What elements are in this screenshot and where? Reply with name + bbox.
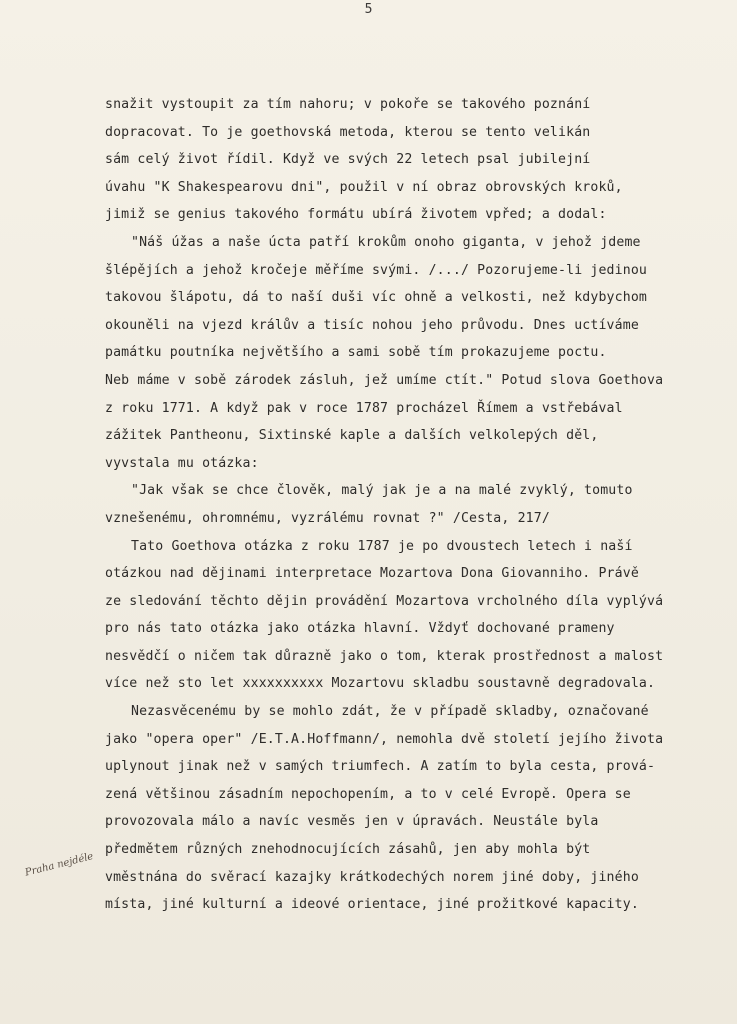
page-number: 5 (364, 2, 373, 17)
text-line: takovou šlápotu, dá to naší duši víc ohně a velkosti, než kdybychom (105, 290, 647, 306)
text-line: úvahu "K Shakespearovu dni", použil v ní obraz obrovských kroků, (105, 179, 623, 195)
text-line: sám celý život řídil. Když ve svých 22 letech psal jubilejní (105, 152, 591, 168)
text-line: Neb máme v sobě zárodek zásluh, jež umíme ctít." Potud slova Goethova (105, 372, 664, 388)
text-line: jimiž se genius takového formátu ubírá životem vpřed; a dodal: (105, 207, 607, 223)
text-line: ze sledování těchto dějin provádění Mozartova vrcholného díla vyplývá (105, 593, 664, 609)
text-line: provozovala málo a navíc vesměs jen v úpravách. Neustále byla (105, 814, 599, 830)
text-line: dopracovat. To je goethovská metoda, kterou se tento velikán (105, 124, 591, 140)
text-line: šlépějích a jehož kročeje měříme svými. /.../ Pozorujeme-li jedinou (105, 262, 647, 278)
text-line: snažit vystoupit za tím nahoru; v pokoře se takového poznání (105, 97, 591, 112)
text-line: předmětem různých znehodnocujících zásahů, jen aby mohla být (105, 842, 591, 858)
text-line: Nezasvěcenému by se mohlo zdát, že v případě skladby, označované (131, 704, 649, 720)
text-line: Tato Goethova otázka z roku 1787 je po dvoustech letech i naší (131, 538, 633, 554)
text-line: jako "opera oper" /E.T.A.Hoffmann/, nemohla dvě století jejího života (105, 731, 664, 747)
text-line: zená většinou zásadním nepochopením, a to v celé Evropě. Opera se (105, 786, 631, 802)
text-line: "Jak však se chce člověk, malý jak je a na malé zvyklý, tomuto (131, 483, 633, 499)
text-line: pro nás tato otázka jako otázka hlavní. Vždyť dochované prameny (105, 621, 615, 637)
text-line: "Náš úžas a naše úcta patří krokům onoho giganta, v jehož jdeme (131, 234, 641, 250)
text-line: památku poutníka největšího a sami sobě tím prokazujeme poctu. (105, 345, 607, 361)
text-line: uplynout jinak než v samých triumfech. A zatím to byla cesta, prová- (105, 759, 656, 775)
text-line: nesvědčí o ničem tak důrazně jako o tom, kterak prostřednost a malost (105, 648, 664, 664)
typewritten-text (105, 91, 725, 919)
handwritten-margin-note: Praha nejdéle (24, 851, 95, 879)
text-line: otázkou nad dějinami interpretace Mozartova Dona Giovanniho. Právě (105, 566, 639, 582)
text-line: vyvstala mu otázka: (105, 455, 259, 471)
text-line: okouněli na vjezd králův a tisíc nohou jeho průvodu. Dnes uctíváme (105, 317, 639, 333)
text-line: vznešenému, ohromnému, vyzrálému rovnat ?" /Cesta, 217/ (105, 510, 550, 526)
text-line: vměstnána do svěrací kazajky krátkodechých norem jiné doby, jiného (105, 869, 639, 885)
text-line: místa, jiné kulturní a ideové orientace, jiné prožitkové kapacity. (105, 897, 639, 913)
text-line: z roku 1771. A když pak v roce 1787 procházel Římem a vstřebával (105, 400, 623, 416)
text-line: více než sto let xxxxxxxxxx Mozartovu skladbu soustavně degradovala. (105, 676, 656, 692)
text-line: zážitek Pantheonu, Sixtinské kaple a dalších velkolepých děl, (105, 428, 599, 444)
